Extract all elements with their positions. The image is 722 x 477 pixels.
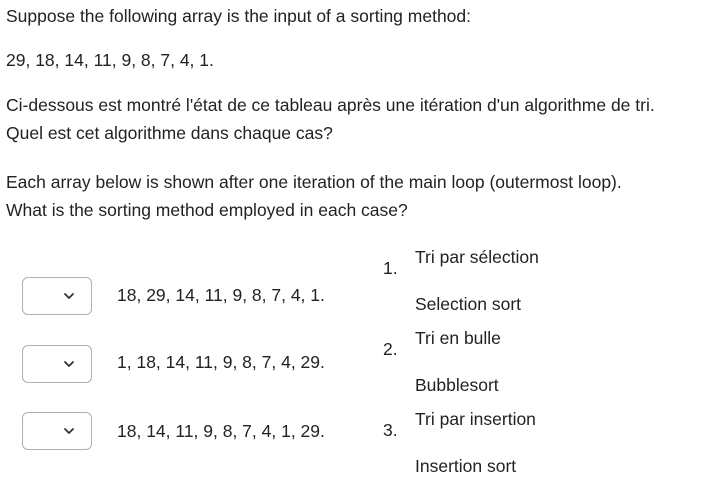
option-label-fr-1: Tri par sélection — [415, 247, 539, 267]
row-array-1: 18, 29, 14, 11, 9, 8, 7, 4, 1. — [117, 285, 325, 305]
option-label-en-2: Bubblesort — [415, 375, 499, 395]
question-english-line2: What is the sorting method employed in each case? — [6, 200, 408, 220]
option-label-en-3: Insertion sort — [415, 456, 517, 476]
question-english-line1: Each array below is shown after one iteration of the main loop (outermost loop). — [6, 172, 622, 192]
question-intro: Suppose the following array is the input of a sorting method: — [6, 6, 471, 26]
option-label-fr-3: Tri par insertion — [415, 409, 536, 429]
answer-dropdown-3[interactable] — [22, 412, 92, 450]
question-french-line2: Quel est cet algorithme dans chaque cas? — [6, 123, 333, 143]
input-array: 29, 18, 14, 11, 9, 8, 7, 4, 1. — [6, 50, 214, 70]
question-french-line1: Ci-dessous est montré l'état de ce tableau après une itération d'un algorithme de tri. — [6, 95, 655, 115]
option-number-1: 1. — [383, 258, 398, 278]
option-number-3: 3. — [383, 420, 398, 440]
row-array-3: 18, 14, 11, 9, 8, 7, 4, 1, 29. — [117, 421, 325, 441]
answer-dropdown-2[interactable] — [22, 345, 92, 383]
chevron-down-icon — [63, 358, 75, 370]
answer-dropdown-1[interactable] — [22, 277, 92, 315]
option-label-fr-2: Tri en bulle — [415, 328, 501, 348]
option-number-2: 2. — [383, 339, 398, 359]
chevron-down-icon — [63, 290, 75, 302]
chevron-down-icon — [63, 425, 75, 437]
option-label-en-1: Selection sort — [415, 294, 522, 314]
row-array-2: 1, 18, 14, 11, 9, 8, 7, 4, 29. — [117, 352, 325, 372]
